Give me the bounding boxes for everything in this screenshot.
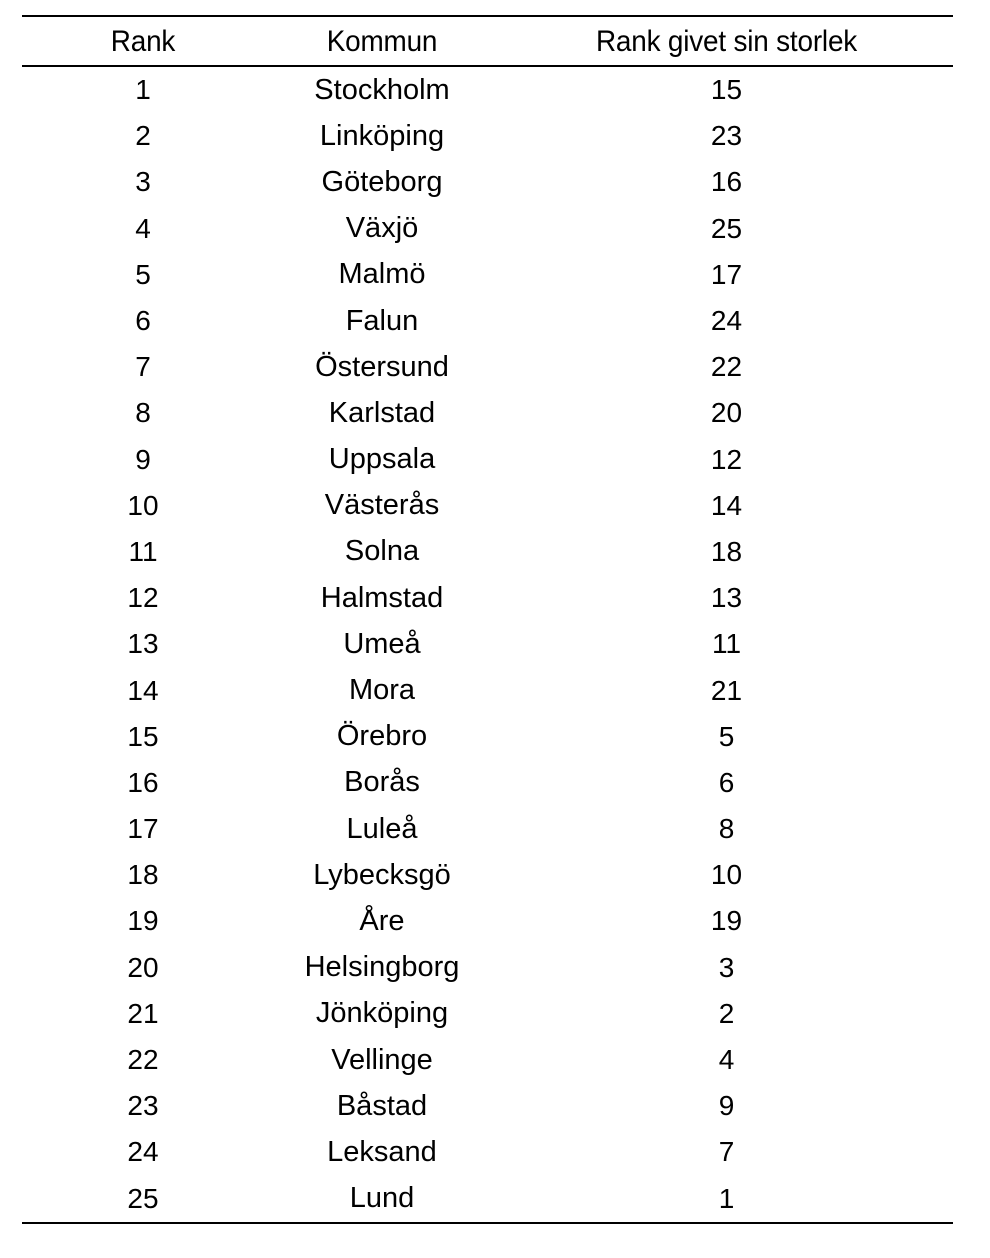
table-row [22,159,953,205]
table-row [22,667,953,713]
cell-size-rank: 5 [718,720,735,752]
cell-size-rank: 7 [718,1136,735,1168]
cell-kommun: Göteborg [321,165,443,198]
cell-size-rank: 10 [710,859,743,891]
cell-size-rank: 16 [710,166,743,198]
cell-rank: 13 [127,628,159,660]
cell-kommun: Karlstad [328,396,436,429]
cell-rank: 2 [135,120,151,152]
cell-size-rank: 19 [710,905,743,937]
table-row [22,529,953,575]
cell-kommun: Växjö [345,212,419,245]
cell-size-rank: 9 [718,1090,735,1122]
cell-kommun: Stockholm [314,73,450,106]
cell-kommun: Linköping [319,119,445,152]
cell-kommun: Halmstad [320,581,444,614]
cell-rank: 7 [135,351,151,383]
cell-kommun: Borås [344,766,420,799]
cell-rank: 11 [128,535,158,567]
column-header-rank: Rank [30,16,255,66]
cell-size-rank: 6 [718,766,735,798]
column-header-size-rank: Rank givet sin storlek [516,16,937,66]
table-row [22,113,953,159]
table-row [22,575,953,621]
table-row [22,344,953,390]
cell-rank: 15 [127,720,159,752]
cell-rank: 19 [127,905,159,937]
cell-size-rank: 20 [710,397,743,429]
cell-size-rank: 15 [710,74,743,106]
table-row [22,1083,953,1129]
table-row [22,437,953,483]
cell-kommun: Jönköping [315,997,449,1030]
table-row [22,991,953,1037]
cell-kommun: Mora [348,674,416,707]
cell-size-rank: 2 [718,997,735,1029]
column-header-kommun: Kommun [272,16,491,66]
cell-kommun: Helsingborg [304,951,460,984]
table-row [22,714,953,760]
cell-size-rank: 25 [710,212,743,244]
table-row [22,621,953,667]
cell-kommun: Östersund [315,350,449,383]
cell-size-rank: 22 [710,351,743,383]
table-row [22,760,953,806]
cell-kommun: Malmö [338,258,426,291]
table-row [22,852,953,898]
cell-rank: 22 [127,1044,159,1076]
table-row [22,206,953,252]
cell-rank: 20 [127,951,159,983]
cell-size-rank: 18 [710,535,743,567]
cell-rank: 8 [135,397,151,429]
cell-kommun: Lybecksgö [313,858,451,891]
cell-size-rank: 24 [710,305,743,337]
cell-size-rank: 14 [710,489,743,521]
cell-rank: 23 [127,1090,159,1122]
kommun-rank-table [22,15,953,1224]
cell-rank: 21 [127,997,159,1029]
table-row [22,1129,953,1175]
cell-rank: 25 [22,1176,264,1223]
table-row [22,898,953,944]
cell-rank: 10 [127,489,159,521]
table-row [22,483,953,529]
cell-rank: 4 [135,212,151,244]
table-row [22,1176,953,1223]
cell-kommun: Västerås [324,489,440,522]
table-row [22,1037,953,1083]
cell-size-rank: 4 [718,1044,735,1076]
cell-rank: 14 [127,674,159,706]
cell-size-rank: 13 [710,582,743,614]
cell-rank: 16 [127,766,159,798]
table-row [22,66,953,113]
cell-kommun: Falun [345,304,419,337]
cell-kommun: Leksand [327,1135,437,1168]
cell-rank: 6 [135,305,151,337]
cell-rank: 24 [127,1136,159,1168]
cell-kommun: Uppsala [328,443,436,476]
table-row [22,298,953,344]
cell-kommun: Lund [264,1176,500,1223]
cell-kommun: Vellinge [331,1043,433,1076]
cell-size-rank: 17 [710,258,743,290]
cell-size-rank: 1 [500,1176,953,1223]
cell-rank: 18 [127,859,159,891]
cell-kommun: Luleå [346,812,418,845]
cell-kommun: Örebro [336,720,428,753]
table-row [22,390,953,436]
cell-rank: 5 [135,258,151,290]
cell-kommun: Åre [359,904,405,937]
cell-kommun: Umeå [343,627,421,660]
cell-size-rank: 3 [718,951,735,983]
table-row [22,252,953,298]
cell-rank: 1 [135,74,151,106]
cell-size-rank: 8 [718,813,735,845]
cell-size-rank: 12 [710,443,743,475]
table-row [22,806,953,852]
cell-size-rank: 11 [711,628,742,660]
table-body [22,66,953,1223]
cell-size-rank: 23 [710,120,743,152]
table-header-row [22,16,953,66]
cell-kommun: Båstad [336,1089,428,1122]
cell-rank: 3 [135,166,151,198]
cell-size-rank: 21 [710,674,743,706]
table-header [22,16,953,66]
table-row [22,945,953,991]
cell-rank: 17 [127,813,159,845]
cell-rank: 9 [135,443,151,475]
cell-rank: 12 [127,582,159,614]
cell-kommun: Solna [344,535,420,568]
